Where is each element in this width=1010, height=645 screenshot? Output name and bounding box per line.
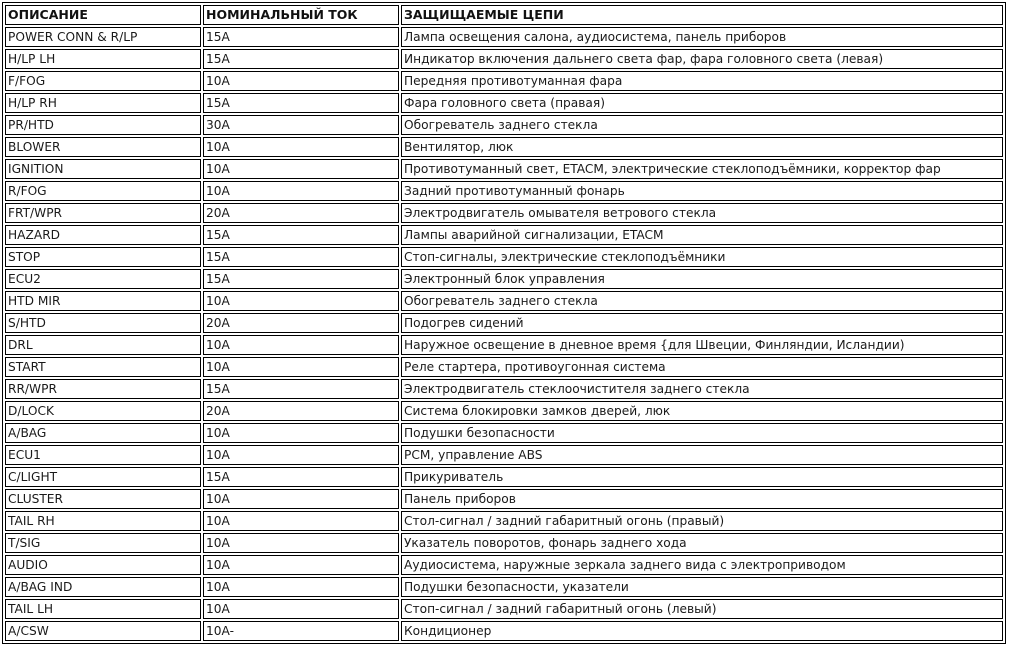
cell-description: HAZARD	[5, 225, 201, 245]
table-row	[5, 225, 1003, 245]
table-row	[5, 533, 1003, 553]
header-row	[5, 5, 1003, 25]
cell-description: A/BAG	[5, 423, 201, 443]
cell-description: POWER CONN & R/LP	[5, 27, 201, 47]
cell-protected-circuits: Подушки безопасности, указатели	[401, 577, 1003, 597]
cell-description: START	[5, 357, 201, 377]
cell-description: IGNITION	[5, 159, 201, 179]
cell-rated-current: 15A	[203, 467, 399, 487]
cell-description: ECU1	[5, 445, 201, 465]
cell-rated-current: 10A-	[203, 621, 399, 641]
fuse-table	[2, 2, 1006, 644]
cell-protected-circuits: Наружное освещение в дневное время {для Швеции, Финляндии, Исландии)	[401, 335, 1003, 355]
cell-rated-current: 10A	[203, 159, 399, 179]
table-row	[5, 379, 1003, 399]
cell-rated-current: 15A	[203, 269, 399, 289]
cell-protected-circuits: Противотуманный свет, ETACM, электрические стеклоподъёмники, корректор фар	[401, 159, 1003, 179]
cell-protected-circuits: Задний противотуманный фонарь	[401, 181, 1003, 201]
cell-rated-current: 10A	[203, 511, 399, 531]
cell-description: D/LOCK	[5, 401, 201, 421]
cell-rated-current: 10A	[203, 533, 399, 553]
table-row	[5, 511, 1003, 531]
cell-description: FRT/WPR	[5, 203, 201, 223]
cell-protected-circuits: Лампы аварийной сигнализации, ETACM	[401, 225, 1003, 245]
cell-rated-current: 20A	[203, 313, 399, 333]
cell-description: S/HTD	[5, 313, 201, 333]
cell-protected-circuits: Электродвигатель стеклоочистителя заднего стекла	[401, 379, 1003, 399]
cell-description: H/LP LH	[5, 49, 201, 69]
cell-description: CLUSTER	[5, 489, 201, 509]
cell-rated-current: 15A	[203, 49, 399, 69]
cell-rated-current: 10A	[203, 335, 399, 355]
cell-rated-current: 20A	[203, 401, 399, 421]
cell-description: TAIL RH	[5, 511, 201, 531]
cell-rated-current: 10A	[203, 181, 399, 201]
table-row	[5, 467, 1003, 487]
table-row	[5, 93, 1003, 113]
cell-rated-current: 10A	[203, 423, 399, 443]
table-row	[5, 577, 1003, 597]
cell-description: TAIL LH	[5, 599, 201, 619]
cell-rated-current: 20A	[203, 203, 399, 223]
cell-protected-circuits: Фара головного света (правая)	[401, 93, 1003, 113]
cell-protected-circuits: Стол-сигнал / задний габаритный огонь (правый)	[401, 511, 1003, 531]
table-row	[5, 621, 1003, 641]
cell-protected-circuits: Электронный блок управления	[401, 269, 1003, 289]
cell-rated-current: 15A	[203, 93, 399, 113]
cell-protected-circuits: Прикуриватель	[401, 467, 1003, 487]
header-rated-current: НОМИНАЛЬНЫЙ ТОК	[203, 5, 399, 25]
cell-protected-circuits: Обогреватель заднего стекла	[401, 115, 1003, 135]
table-row	[5, 357, 1003, 377]
table-row	[5, 247, 1003, 267]
cell-rated-current: 15A	[203, 27, 399, 47]
cell-description: RR/WPR	[5, 379, 201, 399]
cell-protected-circuits: Реле стартера, противоугонная система	[401, 357, 1003, 377]
table-row	[5, 445, 1003, 465]
cell-rated-current: 10A	[203, 291, 399, 311]
cell-description: PR/HTD	[5, 115, 201, 135]
table-row	[5, 137, 1003, 157]
cell-description: DRL	[5, 335, 201, 355]
table-body	[5, 27, 1003, 641]
header-description: ОПИСАНИЕ	[5, 5, 201, 25]
cell-description: C/LIGHT	[5, 467, 201, 487]
cell-rated-current: 10A	[203, 137, 399, 157]
header-protected-circuits: ЗАЩИЩАЕМЫЕ ЦЕПИ	[401, 5, 1003, 25]
table-row	[5, 115, 1003, 135]
table-row	[5, 269, 1003, 289]
cell-protected-circuits: Стоп-сигналы, электрические стеклоподъёмники	[401, 247, 1003, 267]
table-row	[5, 335, 1003, 355]
cell-rated-current: 10A	[203, 357, 399, 377]
cell-protected-circuits: PCM, управление ABS	[401, 445, 1003, 465]
cell-protected-circuits: Индикатор включения дальнего света фар, фара головного света (левая)	[401, 49, 1003, 69]
cell-protected-circuits: Вентилятор, люк	[401, 137, 1003, 157]
cell-rated-current: 10A	[203, 599, 399, 619]
cell-protected-circuits: Панель приборов	[401, 489, 1003, 509]
table-row	[5, 313, 1003, 333]
cell-protected-circuits: Стоп-сигнал / задний габаритный огонь (левый)	[401, 599, 1003, 619]
cell-protected-circuits: Электродвигатель омывателя ветрового стекла	[401, 203, 1003, 223]
table-row	[5, 555, 1003, 575]
cell-description: A/CSW	[5, 621, 201, 641]
cell-protected-circuits: Обогреватель заднего стекла	[401, 291, 1003, 311]
table-row	[5, 159, 1003, 179]
table-row	[5, 203, 1003, 223]
table-row	[5, 49, 1003, 69]
cell-description: BLOWER	[5, 137, 201, 157]
cell-rated-current: 10A	[203, 577, 399, 597]
table-row	[5, 423, 1003, 443]
table-row	[5, 401, 1003, 421]
table-row	[5, 27, 1003, 47]
table-row	[5, 599, 1003, 619]
cell-description: HTD MIR	[5, 291, 201, 311]
cell-protected-circuits: Указатель поворотов, фонарь заднего хода	[401, 533, 1003, 553]
cell-protected-circuits: Передняя противотуманная фара	[401, 71, 1003, 91]
cell-rated-current: 10A	[203, 489, 399, 509]
cell-rated-current: 15A	[203, 247, 399, 267]
cell-description: ECU2	[5, 269, 201, 289]
table-row	[5, 291, 1003, 311]
cell-description: STOP	[5, 247, 201, 267]
cell-description: AUDIO	[5, 555, 201, 575]
cell-protected-circuits: Подушки безопасности	[401, 423, 1003, 443]
cell-description: T/SIG	[5, 533, 201, 553]
cell-protected-circuits: Кондиционер	[401, 621, 1003, 641]
cell-rated-current: 10A	[203, 71, 399, 91]
table-row	[5, 489, 1003, 509]
cell-description: A/BAG IND	[5, 577, 201, 597]
cell-rated-current: 10A	[203, 445, 399, 465]
cell-protected-circuits: Подогрев сидений	[401, 313, 1003, 333]
cell-protected-circuits: Система блокировки замков дверей, люк	[401, 401, 1003, 421]
cell-rated-current: 10A	[203, 555, 399, 575]
cell-rated-current: 30A	[203, 115, 399, 135]
table-row	[5, 181, 1003, 201]
cell-rated-current: 15A	[203, 379, 399, 399]
cell-protected-circuits: Лампа освещения салона, аудиосистема, панель приборов	[401, 27, 1003, 47]
cell-description: F/FOG	[5, 71, 201, 91]
table-row	[5, 71, 1003, 91]
cell-description: R/FOG	[5, 181, 201, 201]
cell-protected-circuits: Аудиосистема, наружные зеркала заднего вида с электроприводом	[401, 555, 1003, 575]
cell-description: H/LP RH	[5, 93, 201, 113]
cell-rated-current: 15A	[203, 225, 399, 245]
